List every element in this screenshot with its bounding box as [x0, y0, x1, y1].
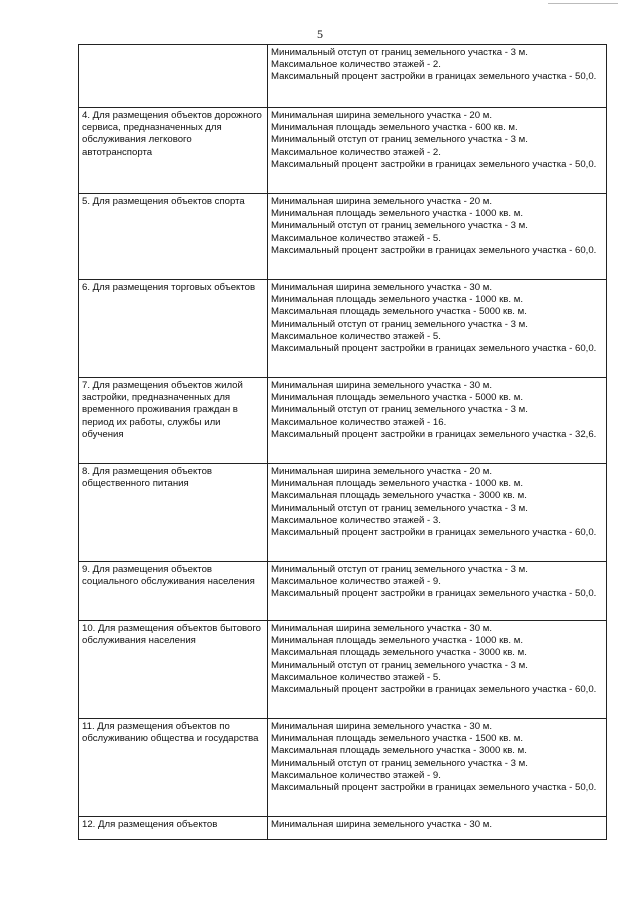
table-row [79, 45, 607, 108]
parameter-line: Максимальный процент застройки в границах земельного участка - 50,0. [271, 588, 597, 600]
parameter-line: Минимальная площадь земельного участка - 1500 кв. м. [271, 733, 523, 745]
parameter-line: Минимальная ширина земельного участка - 20 м. [271, 196, 493, 207]
parameter-line: Максимальная площадь земельного участка - 5000 кв. м. [271, 306, 527, 318]
parameter-line: Минимальная ширина земельного участка - 30 м. [271, 819, 493, 830]
land-use-name-cell [79, 45, 268, 108]
parameter-line: Минимальный отступ от границ земельного участка - 3 м. [271, 134, 528, 146]
land-use-name-cell: 6. Для размещения торговых объектов [79, 280, 268, 378]
parameters-cell [268, 378, 607, 464]
parameter-line: Минимальный отступ от границ земельного участка - 3 м. [271, 659, 528, 671]
parameters-cell [268, 621, 607, 719]
parameter-line: Максимальная площадь земельного участка - 3000 кв. м. [271, 490, 527, 502]
parameter-line: Максимальное количество этажей - 2. [271, 59, 441, 71]
parameters-cell [268, 280, 607, 378]
parameter-line: Максимальный процент застройки в границах земельного участка - 50,0. [271, 158, 597, 170]
parameter-line: Минимальная площадь земельного участка - 600 кв. м. [271, 122, 518, 134]
parameter-line: Минимальный отступ от границ земельного участка - 3 м. [271, 404, 528, 416]
table-row [79, 621, 607, 719]
parameter-line: Максимальное количество этажей - 9. [271, 769, 441, 781]
parameters-cell [268, 817, 607, 840]
land-use-parameters-table [78, 44, 607, 840]
parameter-line: Максимальное количество этажей - 2. [271, 146, 441, 158]
parameter-line: Минимальная ширина земельного участка - 20 м. [271, 466, 493, 477]
land-use-name-cell: 4. Для размещения объектов дорожного сервиса, предназначенных для обслуживания легкового автотранспорта [79, 108, 268, 194]
parameter-line: Минимальная ширина земельного участка - 20 м. [271, 110, 493, 121]
parameters-cell [268, 464, 607, 562]
parameters-cell [268, 719, 607, 817]
parameter-line: Максимальное количество этажей - 16. [271, 416, 447, 428]
parameters-cell [268, 45, 607, 108]
land-use-name-cell: 8. Для размещения объектов общественного питания [79, 464, 268, 562]
parameter-line: Максимальная площадь земельного участка - 3000 кв. м. [271, 745, 527, 757]
land-use-name-cell: 9. Для размещения объектов социального обслуживания населения [79, 562, 268, 621]
parameter-line: Максимальный процент застройки в границах земельного участка - 50,0. [271, 782, 597, 794]
parameter-line: Минимальный отступ от границ земельного участка - 3 м. [271, 502, 528, 514]
land-use-name-cell: 7. Для размещения объектов жилой застройки, предназначенных для временного проживания граждан в период их работы, службы или обучения [79, 378, 268, 464]
table-row [79, 378, 607, 464]
page-number: 5 [317, 27, 323, 41]
parameter-line: Максимальное количество этажей - 3. [271, 514, 441, 526]
table-row [79, 108, 607, 194]
parameters-cell [268, 562, 607, 621]
parameter-line: Минимальный отступ от границ земельного участка - 3 м. [271, 757, 528, 769]
parameter-line: Минимальная площадь земельного участка - 1000 кв. м. [271, 478, 523, 490]
parameter-line: Минимальная площадь земельного участка - 1000 кв. м. [271, 635, 523, 647]
parameter-line: Максимальное количество этажей - 5. [271, 330, 441, 342]
parameter-line: Максимальное количество этажей - 9. [271, 576, 441, 588]
parameter-line: Максимальный процент застройки в границах земельного участка - 60,0. [271, 684, 597, 696]
table-row [79, 817, 607, 840]
parameter-line: Максимальный процент застройки в границах земельного участка - 50,0. [271, 71, 597, 83]
table-body [79, 45, 607, 840]
parameter-line: Минимальная ширина земельного участка - 30 м. [271, 380, 493, 391]
parameter-line: Максимальный процент застройки в границах земельного участка - 60,0. [271, 244, 597, 256]
table-row [79, 464, 607, 562]
table-row [79, 562, 607, 621]
parameter-line: Минимальный отступ от границ земельного участка - 3 м. [271, 47, 528, 58]
land-use-name-cell: 12. Для размещения объектов [79, 817, 268, 840]
parameters-cell [268, 108, 607, 194]
parameter-line: Максимальный процент застройки в границах земельного участка - 60,0. [271, 527, 597, 539]
parameter-line: Минимальная ширина земельного участка - 30 м. [271, 282, 493, 293]
parameter-line: Минимальная ширина земельного участка - 30 м. [271, 623, 493, 634]
parameter-line: Минимальный отступ от границ земельного участка - 3 м. [271, 318, 528, 330]
parameter-line: Минимальный отступ от границ земельного участка - 3 м. [271, 220, 528, 232]
parameter-line: Минимальная площадь земельного участка - 5000 кв. м. [271, 392, 523, 404]
parameter-line: Максимальная площадь земельного участка - 3000 кв. м. [271, 647, 527, 659]
table-row [79, 280, 607, 378]
land-use-name-cell: 10. Для размещения объектов бытового обслуживания населения [79, 621, 268, 719]
parameter-line: Максимальный процент застройки в границах земельного участка - 32,6. [271, 428, 597, 440]
parameter-line: Минимальная ширина земельного участка - 30 м. [271, 721, 493, 732]
parameter-line: Минимальная площадь земельного участка - 1000 кв. м. [271, 208, 523, 220]
parameter-line: Максимальное количество этажей - 5. [271, 232, 441, 244]
parameter-line: Минимальная площадь земельного участка - 1000 кв. м. [271, 294, 523, 306]
parameter-line: Минимальный отступ от границ земельного участка - 3 м. [271, 564, 528, 575]
parameters-cell [268, 194, 607, 280]
parameter-line: Максимальный процент застройки в границах земельного участка - 60,0. [271, 343, 597, 355]
parameter-line: Максимальное количество этажей - 5. [271, 671, 441, 683]
land-use-name-cell: 5. Для размещения объектов спорта [79, 194, 268, 280]
table-row [79, 719, 607, 817]
scan-edge-mark [548, 3, 618, 4]
table-row [79, 194, 607, 280]
land-use-name-cell: 11. Для размещения объектов по обслуживанию общества и государства [79, 719, 268, 817]
